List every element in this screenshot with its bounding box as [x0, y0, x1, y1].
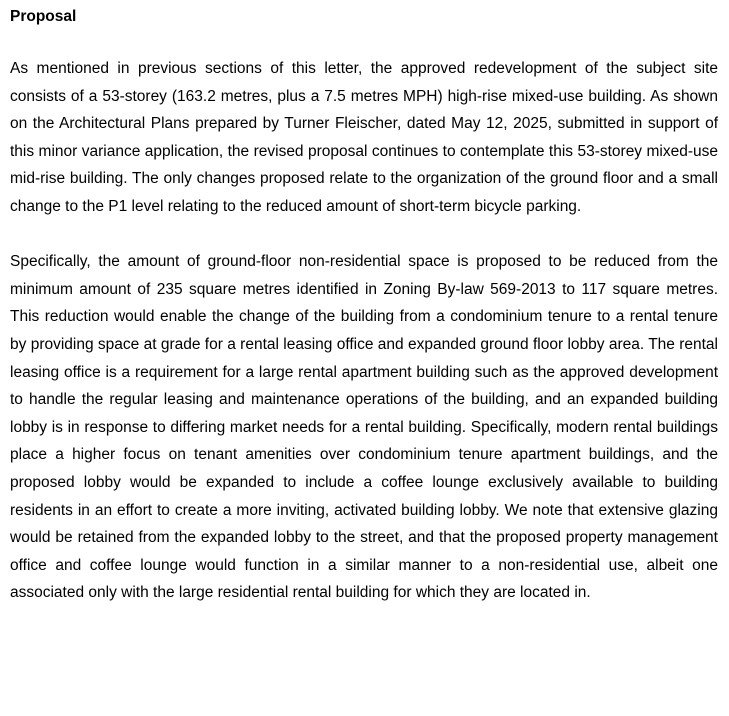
paragraph-proposal-overview: As mentioned in previous sections of this letter, the approved redevelopment of the subject site consists of a 53-storey (163.2 metres, plus a 7.5 metres MPH) high-rise mixed-use building. As shown on the Architectural Plans prepared by Turner Fleischer, dated May 12, 2025, submitted in support of this minor variance application, the revised proposal continues to contemplate this 53-storey mixed-use mid-rise building. The only changes proposed relate to the organization of the ground floor and a small change to the P1 level relating to the reduced amount of short-term bicycle parking. [10, 60, 718, 215]
paragraph-ground-floor-reduction: Specifically, the amount of ground-floor non-residential space is proposed to be reduced from the minimum amount of 235 square metres identified in Zoning By-law 569-2013 to 117 square metres. This reduction would enable the change of the building from a condominium tenure to a rental tenure by providing space at grade for a rental leasing office and expanded ground floor lobby area. The rental leasing office is a requirement for a large rental apartment building such as the approved development to handle the regular leasing and maintenance operations of the building, and an expanded building lobby is in response to differing market needs for a rental building. Specifically, modern rental buildings place a higher focus on tenant amenities over condominium tenure apartment buildings, and the proposed lobby would be expanded to include a coffee lounge exclusively available to building residents in an effort to create a more inviting, activated building lobby. We note that extensive glazing would be retained from the expanded lobby to the street, and that the proposed property management office and coffee lounge would function in a similar manner to a non-residential use, albeit one associated only with the large residential rental building for which they are located in. [10, 253, 718, 602]
section-heading: Proposal [10, 8, 77, 25]
